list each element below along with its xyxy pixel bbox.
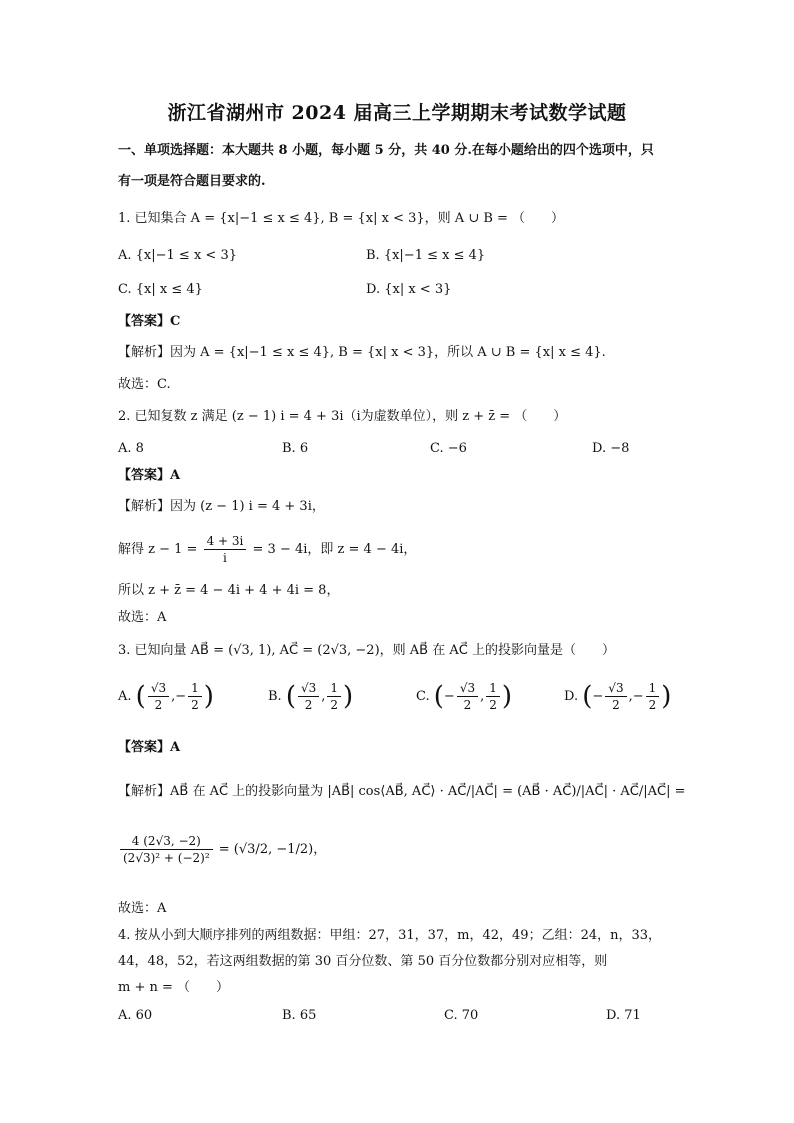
- q3-option-b-lparen: (: [285, 681, 296, 712]
- q4-option-d: D. 71: [606, 1008, 641, 1023]
- q2-option-a: A. 8: [118, 441, 144, 456]
- q3-option-d-label: D.: [564, 689, 579, 704]
- q3-b-f1-num: √3: [298, 680, 319, 697]
- q3-c-comma: ,: [480, 689, 485, 704]
- q3-option-a-lparen: (: [135, 681, 146, 712]
- section-heading-line2: 有一项是符合题目要求的.: [118, 174, 266, 189]
- q3-option-a-frac2: [188, 680, 202, 713]
- q3-option-c-lparen: (: [433, 681, 444, 712]
- q1-stem: 1. 已知集合 A = {x|−1 ≤ x ≤ 4}, B = {x| x < 3}，则 A ∪ B = （ ）: [118, 211, 565, 226]
- q3-option-d: [564, 680, 671, 713]
- q3-conclusion: 故选：A: [118, 901, 167, 916]
- q3-option-c-frac2: [486, 680, 500, 713]
- q2-answer: 【答案】A: [118, 468, 181, 483]
- q4-option-c: C. 70: [444, 1008, 479, 1023]
- q3-analysis-prefix: 【解析】AB⃗ 在 AC⃗ 上的投影向量为: [118, 784, 324, 799]
- q2-stem: 2. 已知复数 z 满足 (z − 1) i = 4 + 3i（i为虚数单位），则 z + z̄ = （ ）: [118, 409, 567, 424]
- q3-option-b-label: B.: [268, 689, 282, 704]
- q3-option-b-frac2: [327, 680, 341, 713]
- q1-answer: 【答案】C: [118, 314, 181, 329]
- q3-d-minus2: −: [632, 689, 644, 704]
- q3-option-c-frac1: [457, 680, 478, 713]
- q3-c-minus: −: [443, 689, 455, 704]
- q2-solve-suffix: = 3 − 4i，即 z = 4 − 4i，: [252, 542, 417, 557]
- q3-d-f2-den: 2: [648, 698, 657, 712]
- q3-d-f1-num: √3: [605, 680, 626, 697]
- q4-stem-line3: m + n = （ ）: [118, 980, 230, 995]
- q3-option-d-frac2: [646, 680, 660, 713]
- q3-option-a-rparen: ): [203, 681, 214, 712]
- q4-stem-line2: 44，48，52，若这两组数据的第 30 百分位数、第 50 百分位数都分别对应相等，则: [118, 954, 608, 969]
- q2-option-d: D. −8: [592, 441, 630, 456]
- q3-option-d-lparen: (: [582, 681, 593, 712]
- q3-option-b-frac1: [298, 680, 319, 713]
- q3-b-f1-den: 2: [304, 698, 313, 712]
- q3-d-comma: ,: [628, 689, 633, 704]
- q2-solve-numerator: 4 + 3i: [204, 533, 247, 550]
- q2-solve-denominator: i: [223, 551, 227, 565]
- q3-option-d-rparen: ): [661, 681, 672, 712]
- q2-option-b: B. 6: [282, 441, 309, 456]
- q3-option-b: [268, 680, 353, 713]
- q3-option-b-rparen: ): [343, 681, 354, 712]
- q2-analysis: 【解析】因为 (z − 1) i = 4 + 3i，: [118, 499, 325, 514]
- q3-b-comma: ,: [321, 689, 326, 704]
- q4-option-b: B. 65: [282, 1008, 317, 1023]
- q1-option-a: A. {x|−1 ≤ x < 3}: [118, 248, 237, 263]
- q3-b-f2-den: 2: [330, 698, 339, 712]
- q3-calc-denominator: (2√3)² + (−2)²: [123, 851, 210, 865]
- q4-stem-line1: 4. 按从小到大顺序排列的两组数据：甲组：27，31，37，m，42，49；乙组：24，n，33，: [118, 928, 662, 943]
- q3-option-c-label: C.: [416, 689, 430, 704]
- q3-option-a: [118, 680, 214, 713]
- q4-option-a: A. 60: [118, 1008, 153, 1023]
- q3-calc-fraction: [120, 833, 213, 866]
- q3-option-a-frac1: [148, 680, 169, 713]
- q3-c-f2-num: 1: [486, 680, 500, 697]
- q2-option-c: C. −6: [430, 441, 467, 456]
- q3-d-f2-num: 1: [646, 680, 660, 697]
- q3-d-f1-den: 2: [612, 698, 620, 712]
- q3-c-f2-den: 2: [489, 698, 497, 712]
- q3-option-c-rparen: ): [501, 681, 513, 712]
- q3-calc: [118, 830, 326, 870]
- q3-b-f2-num: 1: [327, 680, 341, 697]
- q3-analysis: [118, 782, 686, 802]
- q2-sum: 所以 z + z̄ = 4 − 4i + 4 + 4i = 8，: [118, 583, 340, 598]
- q3-a-minus: −: [175, 689, 187, 704]
- q2-solve-fraction: [204, 533, 247, 566]
- q1-conclusion: 故选：C.: [118, 377, 171, 392]
- page-title: 浙江省湖州市 2024 届高三上学期期末考试数学试题: [167, 102, 627, 124]
- q3-calc-result: = (√3/2, −1/2)，: [218, 842, 327, 857]
- q3-calc-numerator: 4 (2√3, −2): [120, 833, 213, 850]
- q3-a-f1-num: √3: [148, 680, 169, 697]
- q3-answer: 【答案】A: [118, 740, 181, 755]
- q3-a-f1-den: 2: [154, 698, 163, 712]
- q2-conclusion: 故选：A: [118, 610, 167, 625]
- q3-option-c: [416, 680, 512, 713]
- q3-d-minus1: −: [592, 689, 604, 704]
- q1-analysis: 【解析】因为 A = {x|−1 ≤ x ≤ 4}, B = {x| x < 3}，所以 A ∪ B = {x| x ≤ 4}.: [118, 345, 606, 360]
- q3-a-f2-den: 2: [191, 698, 199, 712]
- q3-stem: 3. 已知向量 AB⃗ = (√3, 1), AC⃗ = (2√3, −2)，则 AB⃗ 在 AC⃗ 上的投影向量是（ ）: [118, 643, 615, 658]
- q2-solve: [118, 533, 416, 567]
- q3-option-a-label: A.: [118, 689, 132, 704]
- q3-a-f2-num: 1: [188, 680, 202, 697]
- q3-option-d-frac1: [605, 680, 626, 713]
- q3-a-comma: ,: [171, 689, 176, 704]
- q1-option-c: C. {x| x ≤ 4}: [118, 282, 203, 297]
- q2-solve-prefix: 解得 z − 1 =: [118, 542, 198, 557]
- q3-c-f1-num: √3: [457, 680, 478, 697]
- section-heading-line1: 一、单项选择题：本大题共 8 小题，每小题 5 分，共 40 分.在每小题给出的四个选项中，只: [118, 143, 654, 158]
- q3-analysis-expr: |AB⃗| cos⟨AB⃗, AC⃗⟩ · AC⃗/|AC⃗| = (AB⃗ · AC⃗)/|AC⃗| · AC⃗/|AC⃗| =: [327, 784, 686, 799]
- q3-c-f1-den: 2: [463, 698, 472, 712]
- q1-option-d: D. {x| x < 3}: [366, 282, 452, 297]
- q1-option-b: B. {x|−1 ≤ x ≤ 4}: [366, 248, 486, 263]
